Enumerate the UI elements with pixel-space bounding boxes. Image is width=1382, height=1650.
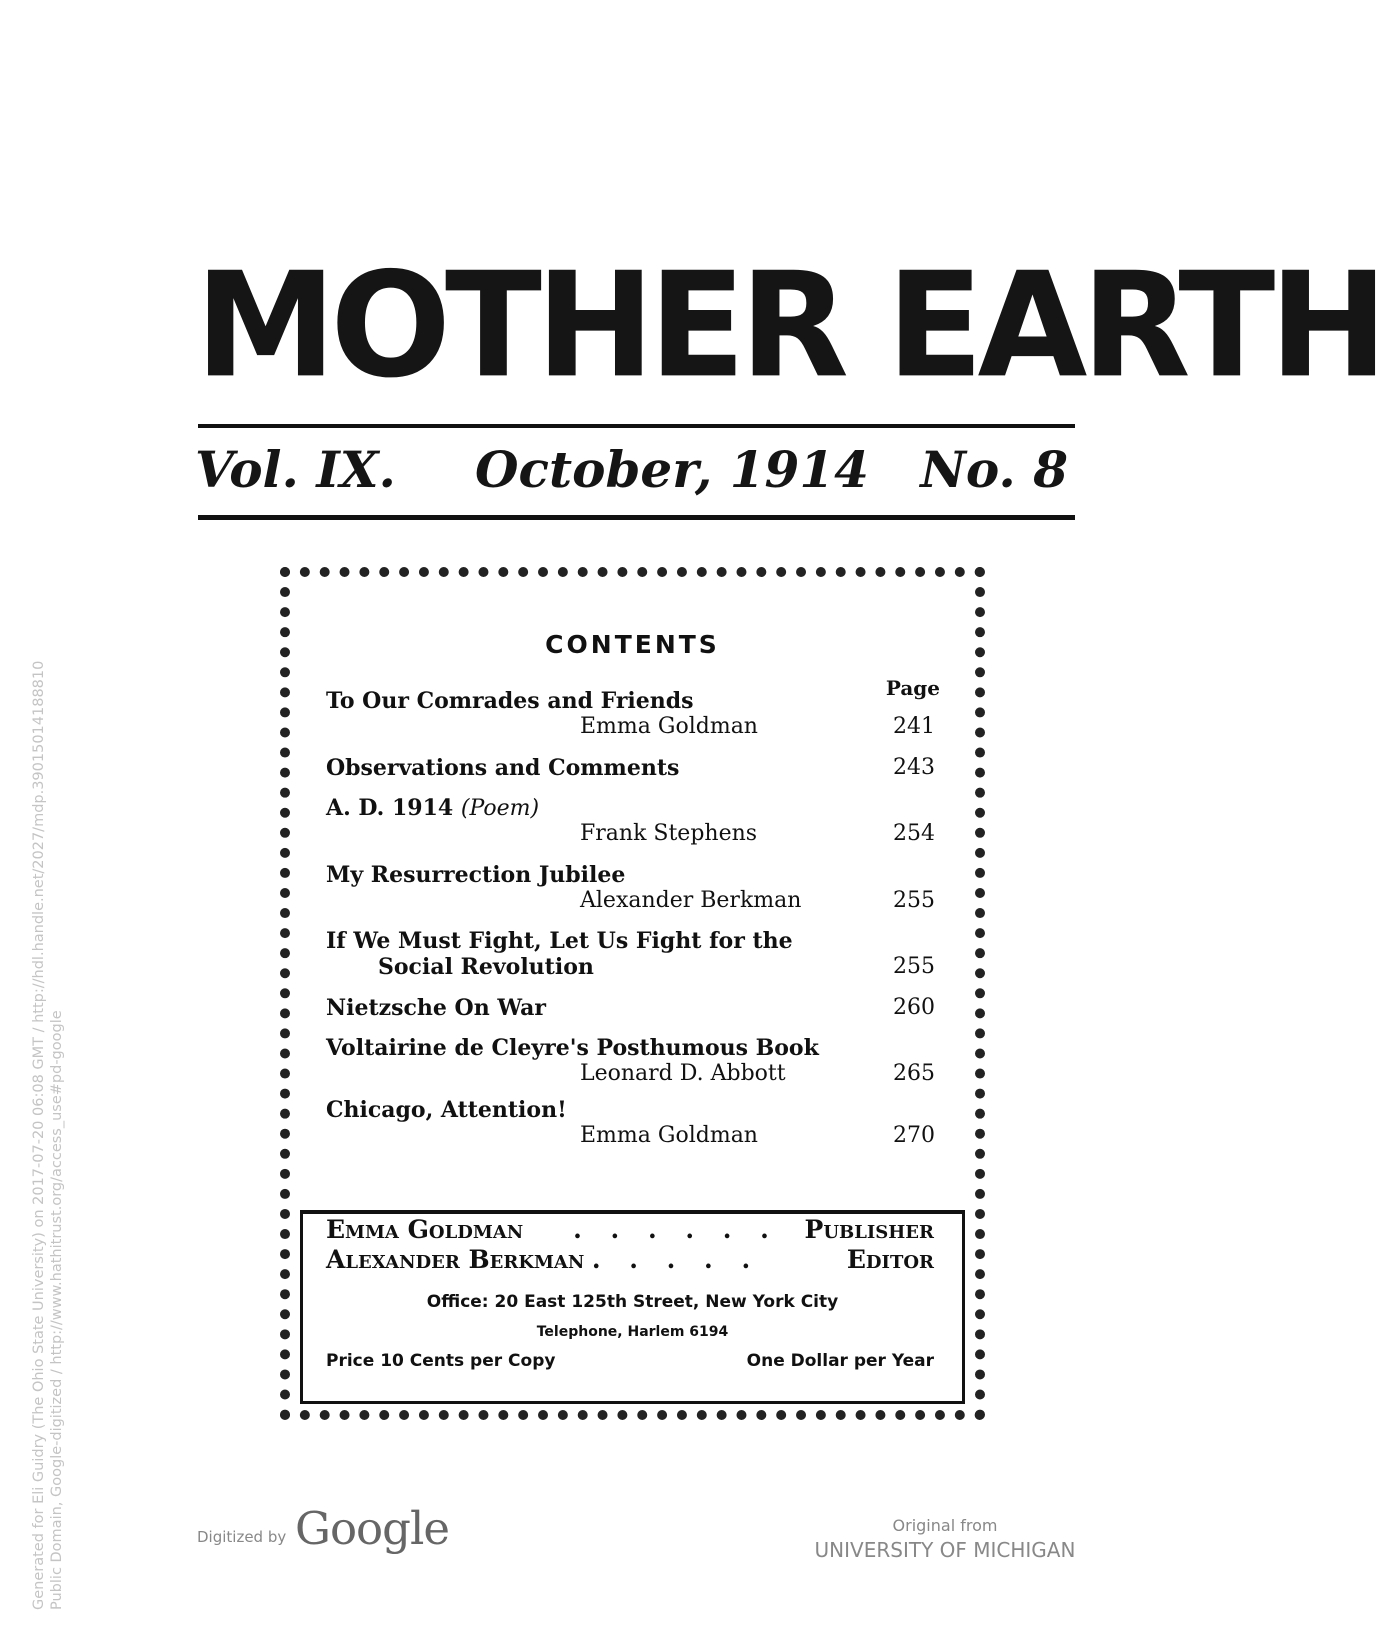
original-from-label: Original from <box>892 1516 998 1535</box>
editor-role: Editor <box>846 1245 934 1274</box>
office-address: Office: 20 East 125th Street, New York City <box>426 1292 839 1312</box>
toc-entry-title: Chicago, Attention! <box>326 1097 567 1123</box>
toc-entry-page: 255 <box>893 954 935 979</box>
toc-entry-title: If We Must Fight, Let Us Fight for the <box>326 928 793 954</box>
toc-entry-title: Nietzsche On War <box>326 995 547 1021</box>
toc-entry-page: 243 <box>893 755 935 780</box>
publisher-role: Publisher <box>804 1215 934 1244</box>
university-label: UNIVERSITY OF MICHIGAN <box>814 1538 1076 1562</box>
toc-entry-title-note: (Poem) <box>460 796 540 821</box>
masthead-rule-top <box>198 424 1075 428</box>
masthead-title: MOTHER EARTH <box>195 241 1382 411</box>
toc-entry-title <box>326 795 539 822</box>
copy-price: Price 10 Cents per Copy <box>326 1351 556 1371</box>
toc-entry-page: 260 <box>893 995 935 1020</box>
publisher-name: Emma Goldman <box>326 1215 524 1244</box>
side-watermark-line2: Public Domain, Google-digitized / http://www.hathitrust.org/access_use#pd-google <box>49 1010 65 1610</box>
editor-leader-dots: . . . . . <box>591 1245 761 1274</box>
issue-volume: Vol. IX. <box>195 440 396 499</box>
subscription-price: One Dollar per Year <box>746 1351 934 1371</box>
issue-number: No. 8 <box>920 440 1068 499</box>
toc-entry-title: Observations and Comments <box>326 755 680 781</box>
toc-entry-title: To Our Comrades and Friends <box>326 688 694 714</box>
toc-entry-page: 270 <box>893 1123 935 1148</box>
telephone-number: Telephone, Harlem 6194 <box>536 1324 729 1340</box>
side-watermark <box>30 610 66 1610</box>
toc-entry-page: 254 <box>893 821 935 846</box>
toc-entry-author: Leonard D. Abbott <box>580 1061 786 1086</box>
contents-heading: CONTENTS <box>545 630 720 659</box>
side-watermark-line1: Generated for Eli Guidry (The Ohio State University) on 2017-07-20 06:08 GMT / http://hdl.handle.net/2027/mdp.39015014188810 <box>31 660 47 1610</box>
toc-entry-page: 255 <box>893 888 935 913</box>
toc-entry-title: Voltairine de Cleyre's Posthumous Book <box>326 1035 819 1061</box>
page-column-header: Page <box>885 676 940 700</box>
google-logo: Google <box>295 1502 449 1555</box>
toc-entry-author: Emma Goldman <box>580 714 758 739</box>
issue-date: October, 1914 <box>475 440 869 499</box>
toc-entry-page: 265 <box>893 1061 935 1086</box>
toc-entry-title-continued: Social Revolution <box>378 954 594 980</box>
toc-entry-title: My Resurrection Jubilee <box>326 862 626 888</box>
toc-entry-author: Emma Goldman <box>580 1123 758 1148</box>
issue-line <box>190 440 1080 510</box>
editor-name: Alexander Berkman <box>326 1245 585 1274</box>
toc-entry-title-text: A. D. 1914 <box>326 795 454 821</box>
publisher-leader-dots: . . . . . . <box>573 1215 779 1244</box>
masthead-rule-bottom <box>198 515 1075 520</box>
toc-entry-author: Frank Stephens <box>580 821 758 846</box>
toc-entry-author: Alexander Berkman <box>580 888 802 913</box>
toc-entry-page: 241 <box>893 714 935 739</box>
digitized-by-label: Digitized by <box>197 1528 287 1546</box>
